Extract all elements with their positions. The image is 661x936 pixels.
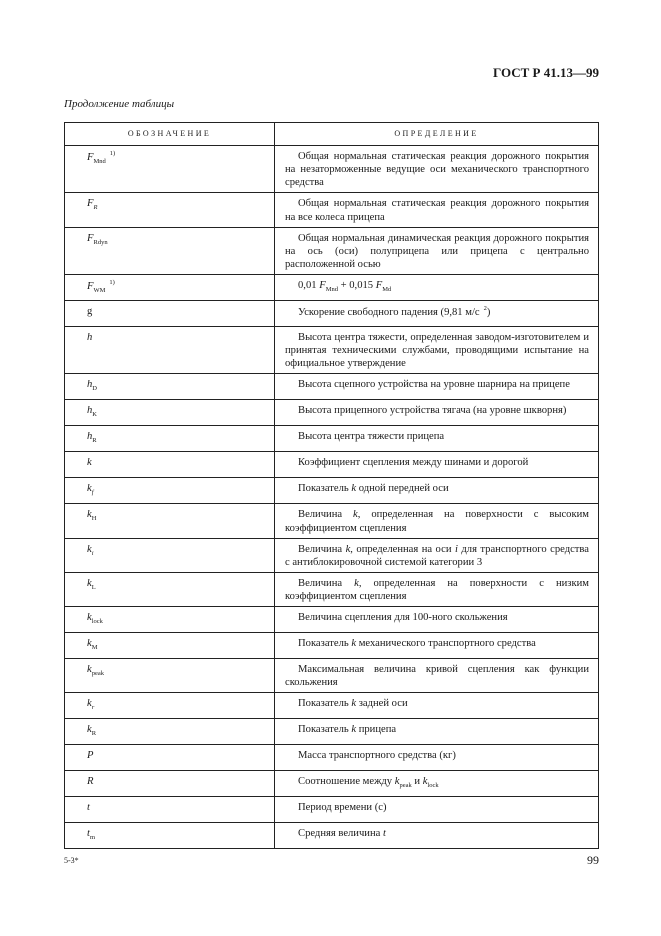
table-row [65,572,599,606]
symbol-letter: h [87,332,93,343]
table-row [65,193,599,227]
definition-segment: Масса транспортного средства (кг) [298,750,456,762]
table-row [65,633,599,659]
definition-cell [275,193,599,227]
symbol-subscript: lock [91,618,103,626]
ratio-subscript: lock [427,782,439,790]
symbol-letter: k [87,457,92,469]
table-row [65,823,599,849]
symbol-cell [65,301,275,327]
table-row [65,374,599,400]
page-number: 99 [587,853,599,867]
definition-segment: и [414,776,421,788]
definition-segment: , определенная на оси [350,543,455,555]
definition-segment: Высота сцепного устройства на уровне шарнира на прицепе [298,379,570,391]
definition-segment: k [351,724,357,736]
definition-text [285,456,589,469]
definition-cell [275,693,599,719]
symbol-letter: t [87,802,90,814]
symbol-cell [65,400,275,426]
definition-text [285,543,589,569]
symbol-letter: k [87,543,92,555]
symbols-table [64,122,599,849]
definition-segment: k [351,638,357,650]
definition-cell [275,572,599,606]
definition-text [285,611,589,624]
definition-cell [275,659,599,693]
table-row [65,659,599,693]
table-row [65,301,599,327]
ratio-subscript: peak [399,782,412,790]
column-header-definition: ОПРЕДЕЛЕНИЕ [275,123,599,146]
symbol-cell [65,193,275,227]
definition-cell [275,301,599,327]
definition-text [285,331,589,370]
definition-segment: i [454,543,458,555]
footer-code: 5-3* [64,856,79,865]
definition-superscript: 2 [483,305,487,312]
symbol-subscript: R [91,730,97,738]
symbol-letter: k [87,638,92,650]
table-row [65,146,599,193]
symbol-cell [65,607,275,633]
symbol-subscript: H [91,515,97,523]
symbol-letter: h [87,405,93,417]
symbol-cell [65,538,275,572]
symbol-subscript: WM [93,287,106,294]
table-row [65,771,599,797]
symbol-subscript: L [91,583,96,591]
definition-segment: Показатель [298,698,352,710]
definition-cell [275,719,599,745]
symbol-subscript: i [91,549,94,557]
definition-text [285,577,589,603]
formula-symbol: F [319,280,326,291]
definition-segment: ) [486,307,491,318]
definition-segment: для транспортного средства с антиблокировочной системой категории 3 [285,543,589,568]
symbol-letter: t [87,828,90,840]
symbol-letter: F [87,152,94,163]
formula-operator: + 0,015 [340,280,374,291]
definition-segment: k [351,698,357,710]
symbol-subscript: R [92,437,97,445]
definition-cell [275,797,599,823]
standard-header: ГОСТ Р 41.13—99 [493,65,599,80]
definition-text [285,801,589,814]
definition-text [285,279,589,294]
definition-segment: одной передней оси [356,483,449,495]
definition-text [285,197,589,223]
symbol-cell [65,719,275,745]
definition-cell [275,823,599,849]
symbol-letter: F [87,232,94,244]
symbol-cell [65,146,275,193]
table-row [65,478,599,504]
definition-segment: k [345,543,351,555]
symbol-cell [65,478,275,504]
symbol-letter: k [87,698,92,710]
symbol-cell [65,797,275,823]
symbol-letter: g [87,306,93,317]
definition-segment: Максимальная величина кривой сцепления как функции скольжения [285,664,589,689]
definition-text [285,775,589,790]
symbol-letter: k [87,724,92,736]
symbol-cell [65,452,275,478]
table-row [65,607,599,633]
table-row [65,400,599,426]
symbol-cell [65,771,275,797]
formula-subscript: Mnd [325,286,338,293]
table-caption: Продолжение таблицы [64,98,175,110]
definition-segment: Величина [298,577,355,589]
ratio-symbol: k [422,776,428,788]
definition-cell [275,227,599,274]
definition-cell [275,275,599,301]
definition-segment: Высота центра тяжести прицепа [298,431,445,443]
definition-segment: Показатель [298,724,352,736]
definition-cell [275,538,599,572]
symbol-letter: k [87,664,92,676]
definition-segment: задней оси [356,698,408,710]
symbol-subscript: f [91,489,94,497]
definition-text [285,430,589,443]
symbol-letter: h [87,431,93,443]
definition-segment: прицепа [356,724,397,736]
symbol-letter: P [87,750,94,762]
formula-coefficient: 0,01 [298,280,317,291]
symbol-letter: F [87,198,94,210]
symbol-cell [65,659,275,693]
symbol-cell [65,504,275,538]
symbol-subscript: m [89,834,96,842]
symbol-subscript: Rdyn [93,238,108,246]
symbol-subscript: M [91,644,98,652]
table-body [65,146,599,849]
definition-segment: Величина сцепления для 100-ного скольжения [298,612,508,624]
table-row [65,426,599,452]
definition-text [285,749,589,762]
symbol-letter: k [87,483,92,495]
definition-segment: Соотношение между [298,776,393,788]
definition-segment: Ускорение свободного падения (9,81 м/с [298,307,480,318]
definition-segment: Показатель [298,483,352,495]
table-row [65,227,599,274]
definition-text [285,508,589,534]
table-row [65,275,599,301]
table-row [65,745,599,771]
table-header-row [65,123,599,146]
definition-segment: Общая нормальная статическая реакция дорожного покрытия на незаторможенные ведущие оси механического транспортного средства [285,151,589,189]
definition-segment: механического транспортного средства [356,638,536,650]
definition-text [285,150,589,189]
definition-segment: t [383,828,386,840]
table-row [65,538,599,572]
footnote-marker: 1) [109,150,116,157]
definition-cell [275,400,599,426]
symbol-subscript: Mnd [93,158,106,165]
symbol-subscript: R [93,204,98,212]
table-row [65,719,599,745]
symbol-subscript: r [91,704,95,712]
table-row [65,327,599,374]
definition-cell [275,478,599,504]
definition-text [285,637,589,650]
definition-segment: Высота центра тяжести, определенная заводом-изготовителем и принятая техническими службами, проводящими испытание на официальное утверждение [285,332,589,370]
table-row [65,504,599,538]
footnote-marker: 1) [109,279,115,286]
definition-cell [275,504,599,538]
symbol-letter: k [87,509,92,521]
symbol-letter: k [87,577,92,589]
definition-segment: Период времени (с) [298,802,387,814]
definition-segment: Средняя величина [298,828,383,840]
definition-segment: Показатель [298,638,352,650]
symbol-subscript: K [92,411,97,419]
symbol-cell [65,823,275,849]
definition-text [285,663,589,689]
definition-cell [275,607,599,633]
definition-segment: Общая нормальная динамическая реакция дорожного покрытия на ось (оси) полуприцепа или прицепа с центрально расположенной осью [285,232,589,270]
definition-text [285,404,589,417]
symbol-cell [65,275,275,301]
symbol-letter: k [87,612,92,624]
symbol-cell [65,693,275,719]
definition-cell [275,745,599,771]
symbol-cell [65,633,275,659]
definition-cell [275,771,599,797]
definition-segment: , определенная на поверхности с высоким коэффициентом сцепления [285,509,589,534]
definition-segment: Величина [298,509,354,521]
definition-cell [275,146,599,193]
symbol-letter: R [87,776,94,788]
definition-segment: Коэффициент сцепления между шинами и дорогой [298,457,529,469]
definition-cell [275,426,599,452]
definition-segment: Высота прицепного устройства тягача (на уровне шкворня) [298,405,567,417]
definition-text [285,723,589,736]
ratio-symbol: k [394,776,400,788]
definition-text [285,378,589,391]
definition-text [285,232,589,271]
symbol-subscript: D [92,385,97,393]
formula-symbol: F [375,280,383,291]
definition-segment: , определенная на поверхности с низким коэффициентом сцепления [285,577,589,602]
column-header-symbol: ОБОЗНАЧЕНИЕ [65,123,275,146]
symbol-cell [65,572,275,606]
definition-cell [275,374,599,400]
table-row [65,693,599,719]
symbol-cell [65,374,275,400]
definition-text [285,482,589,495]
definition-segment: Величина [298,543,346,555]
definition-text [285,305,589,319]
symbol-subscript: peak [91,670,104,678]
symbol-cell [65,327,275,374]
symbol-letter: h [87,379,93,391]
definition-cell [275,633,599,659]
symbol-cell [65,426,275,452]
symbol-cell [65,227,275,274]
definition-segment: k [353,509,358,521]
table-row [65,797,599,823]
table-row [65,452,599,478]
definition-segment: Общая нормальная статическая реакция дорожного покрытия на все колеса прицепа [285,198,589,223]
definition-text [285,827,589,840]
definition-segment: k [354,577,359,589]
definition-cell [275,452,599,478]
symbol-cell [65,745,275,771]
definition-text [285,697,589,710]
definition-cell [275,327,599,374]
symbol-letter: F [87,281,94,292]
definition-segment: k [351,483,357,495]
formula-subscript: Md [382,286,392,293]
